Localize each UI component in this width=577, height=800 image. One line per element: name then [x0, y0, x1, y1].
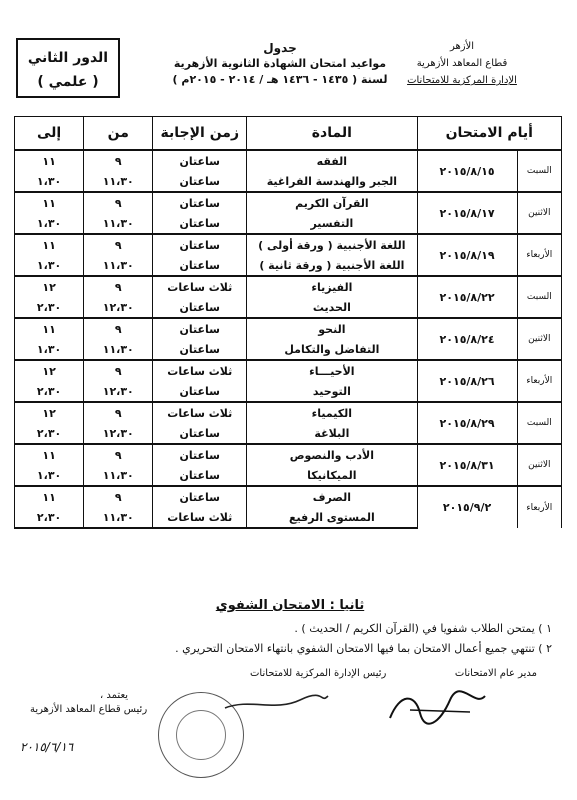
exam-duration: ساعتان	[153, 192, 247, 213]
exam-subject: الفيزياء	[247, 276, 417, 297]
exam-start-time: ١١،٣٠	[84, 255, 153, 276]
header-from: من	[84, 117, 153, 151]
exam-start-time: ١٢،٣٠	[84, 381, 153, 402]
exam-date: ٢٠١٥/٨/٢٩	[417, 402, 517, 444]
exam-subject: اللغة الأجنبية ( ورقة أولى )	[247, 234, 417, 255]
exam-start-time: ١٢،٣٠	[84, 297, 153, 318]
exam-end-time: ١١	[15, 444, 84, 465]
exam-end-time: ١،٣٠	[15, 255, 84, 276]
exam-start-time: ٩	[84, 234, 153, 255]
exam-subject: الفقه	[247, 150, 417, 171]
exam-duration: ساعتان	[153, 297, 247, 318]
exam-subject: الميكانيكا	[247, 465, 417, 486]
exam-start-time: ٩	[84, 318, 153, 339]
round-label: الدور الثاني	[27, 50, 109, 66]
exam-duration: ساعتان	[153, 465, 247, 486]
exam-start-time: ٩	[84, 276, 153, 297]
header-subject: المادة	[247, 117, 417, 151]
header-days: أيام الامتحان	[417, 117, 561, 151]
table-row	[15, 276, 562, 297]
exam-day: السبت	[517, 402, 561, 444]
issuer-line-2: قطاع المعاهد الأزهرية	[416, 58, 508, 69]
exam-date: ٢٠١٥/٨/٢٦	[417, 360, 517, 402]
table-row	[15, 234, 562, 255]
header-duration: زمن الإجابة	[153, 117, 247, 151]
exam-subject: التفسير	[247, 213, 417, 234]
table-row	[15, 486, 562, 507]
exam-day: الأربعاء	[517, 234, 561, 276]
exam-start-time: ٩	[84, 192, 153, 213]
exam-subject: اللغة الأجنبية ( ورقة ثانية )	[247, 255, 417, 276]
exam-duration: ساعتان	[153, 171, 247, 192]
exam-day: الاثنين	[517, 318, 561, 360]
exam-duration: ساعتان	[153, 444, 247, 465]
exam-date: ٢٠١٥/٨/١٧	[417, 192, 517, 234]
exam-subject: التوحيد	[247, 381, 417, 402]
exam-day: الأربعاء	[517, 486, 561, 528]
exam-subject: الجبر والهندسة الفراغية	[247, 171, 417, 192]
exam-date: ٢٠١٥/٩/٢	[417, 486, 517, 528]
approved-label: يعتمد ،	[100, 690, 129, 701]
exam-day: السبت	[517, 276, 561, 318]
exam-day: السبت	[517, 150, 561, 192]
exam-schedule-table	[14, 116, 562, 529]
exam-director-label: مدير عام الامتحانات	[454, 668, 537, 679]
exam-end-time: ١١	[15, 150, 84, 171]
issuer-line-1: الأزهر	[449, 41, 475, 52]
central-head-signature	[220, 690, 330, 720]
exam-end-time: ١١	[15, 234, 84, 255]
exam-end-time: ١،٣٠	[15, 465, 84, 486]
exam-duration: ساعتان	[153, 381, 247, 402]
document-title-block	[150, 40, 410, 88]
exam-start-time: ١١،٣٠	[84, 171, 153, 192]
exam-date: ٢٠١٥/٨/١٩	[417, 234, 517, 276]
exam-start-time: ١١،٣٠	[84, 465, 153, 486]
exam-director-signature	[380, 688, 490, 728]
exam-start-time: ١١،٣٠	[84, 213, 153, 234]
header-to: إلى	[15, 117, 84, 151]
exam-end-time: ٢،٣٠	[15, 297, 84, 318]
exam-duration: ثلاث ساعات	[153, 402, 247, 423]
table-row	[15, 360, 562, 381]
exam-start-time: ٩	[84, 444, 153, 465]
exam-start-time: ٩	[84, 150, 153, 171]
title-line-2: مواعيد امتحان الشهادة الثانوية الأزهرية	[173, 57, 387, 70]
exam-duration: ساعتان	[153, 234, 247, 255]
sector-head-label: رئيس قطاع المعاهد الأزهرية	[30, 704, 148, 715]
exam-end-time: ١،٣٠	[15, 339, 84, 360]
table-body	[15, 150, 562, 528]
table-header-row	[15, 117, 562, 151]
table-row	[15, 192, 562, 213]
exam-end-time: ١٢	[15, 402, 84, 423]
exam-duration: ثلاث ساعات	[153, 276, 247, 297]
exam-subject: المستوى الرفيع	[247, 507, 417, 528]
exam-day: الاثنين	[517, 192, 561, 234]
exam-end-time: ٢،٣٠	[15, 507, 84, 528]
exam-subject: الحديث	[247, 297, 417, 318]
official-seal-center	[176, 710, 226, 760]
exam-end-time: ١١	[15, 486, 84, 507]
table-row	[15, 444, 562, 465]
exam-day: الاثنين	[517, 444, 561, 486]
table-row	[15, 402, 562, 423]
oral-item-1: ١ ) يمتحن الطلاب شفويا في (القرآن الكريم / الحديث ) .	[294, 622, 552, 635]
table-row	[15, 150, 562, 171]
issuer-line-3: الإدارة المركزية للامتحانات	[407, 75, 517, 86]
exam-subject: البلاغة	[247, 423, 417, 444]
exam-subject: التفاضل والتكامل	[247, 339, 417, 360]
exam-start-time: ٩	[84, 402, 153, 423]
exam-end-time: ١،٣٠	[15, 171, 84, 192]
exam-duration: ثلاث ساعات	[153, 360, 247, 381]
exam-start-time: ١١،٣٠	[84, 507, 153, 528]
exam-subject: الأدب والنصوص	[247, 444, 417, 465]
exam-duration: ساعتان	[153, 255, 247, 276]
exam-date: ٢٠١٥/٨/٢٢	[417, 276, 517, 318]
exam-subject: الأحيـــاء	[247, 360, 417, 381]
exam-end-time: ١،٣٠	[15, 213, 84, 234]
exam-day: الأربعاء	[517, 360, 561, 402]
exam-end-time: ١٢	[15, 276, 84, 297]
exam-duration: ساعتان	[153, 213, 247, 234]
exam-subject: القرآن الكريم	[247, 192, 417, 213]
exam-duration: ساعتان	[153, 423, 247, 444]
oral-exam-title: ثانيا : الامتحان الشفوي	[215, 598, 365, 613]
exam-end-time: ١١	[15, 192, 84, 213]
exam-duration: ثلاث ساعات	[153, 507, 247, 528]
table-row	[15, 318, 562, 339]
section-label: ( علمي )	[37, 74, 99, 90]
central-head-label: رئيس الإدارة المركزية للامتحانات	[250, 668, 387, 679]
exam-end-time: ١١	[15, 318, 84, 339]
exam-duration: ساعتان	[153, 318, 247, 339]
title-line-1: جدول	[263, 41, 297, 55]
exam-subject: الكيمياء	[247, 402, 417, 423]
oral-exam-section	[20, 598, 560, 659]
exam-duration: ساعتان	[153, 339, 247, 360]
exam-duration: ساعتان	[153, 150, 247, 171]
exam-end-time: ٢،٣٠	[15, 423, 84, 444]
exam-date: ٢٠١٥/٨/٢٤	[417, 318, 517, 360]
exam-start-time: ٩	[84, 486, 153, 507]
exam-subject: النحو	[247, 318, 417, 339]
exam-date: ٢٠١٥/٨/١٥	[417, 150, 517, 192]
exam-start-time: ١١،٣٠	[84, 339, 153, 360]
exam-date: ٢٠١٥/٨/٣١	[417, 444, 517, 486]
exam-start-time: ٩	[84, 360, 153, 381]
oral-item-2: ٢ ) تنتهي جميع أعمال الامتحان بما فيها الامتحان الشفوي بانتهاء الامتحان التحريري .	[175, 642, 552, 655]
exam-end-time: ٢،٣٠	[15, 381, 84, 402]
round-box	[16, 38, 120, 98]
exam-subject: الصرف	[247, 486, 417, 507]
exam-start-time: ١٢،٣٠	[84, 423, 153, 444]
handwritten-date: ٢٠١٥/٦/١٦	[20, 740, 74, 754]
exam-duration: ساعتان	[153, 486, 247, 507]
exam-end-time: ١٢	[15, 360, 84, 381]
title-line-3: لسنة ( ١٤٣٥ - ١٤٣٦ هـ / ٢٠١٤ - ٢٠١٥م )	[172, 73, 388, 86]
